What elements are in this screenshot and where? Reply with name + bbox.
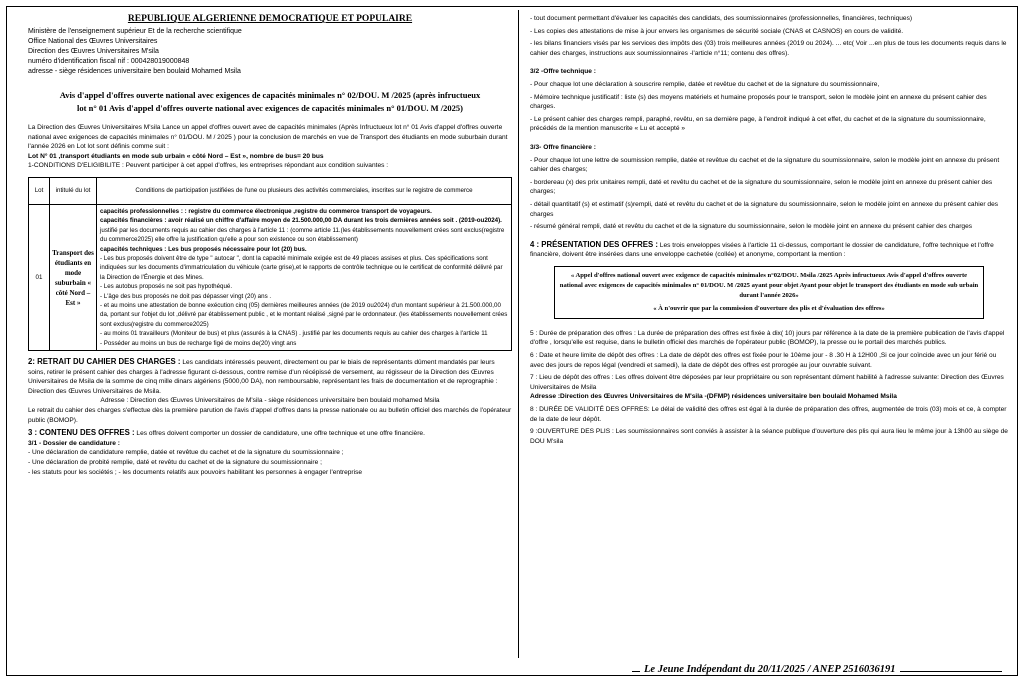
condition-item: - Les autobus proposés ne soit pas hypothéqué.	[100, 283, 233, 291]
list-item: - bordereau (x) des prix unitaires rempli, daté et revêtu du cachet et de la signature du soumissionnaire, selon le modèle joint en annexe du présent cahier des charges;	[530, 178, 993, 196]
condition-item: - L'âge des bus proposés ne doit pas dépasser vingt (20) ans .	[100, 292, 272, 300]
condition-item: justifié par les documents requis au cahier des charges à l'article 11 : (comme article 11.(les établissements nouvellement crées sont exclus(registre du commerce2025) elle offre la justification qu'elle a pour son existence ou son établissement)	[100, 226, 505, 244]
nif-line: numéro d'identification fiscal nif : 000428019000848	[28, 58, 190, 65]
lot-line: Lot N° 01 ,transport étudiants en mode sub urbain « côté Nord – Est », nombre de bus= 20 bus	[28, 152, 324, 160]
deposit-address: Adresse :Direction des Œuvres Universitaires de M'sila -(DFMP) résidences universitaire ben boulaid Mohamed Msila	[530, 393, 897, 401]
eligibility-line: 1-CONDITIONS D'ELIGIBILITE : Peuvent participer à cet appel d'offres, les entreprises répondant aux condition suivantes :	[28, 162, 389, 170]
header-conditions: Conditions de participation justifiées de l'une ou plusieurs des activités commerciales, inscrites sur le registre de commerce	[97, 177, 512, 204]
condition-item: capacités techniques : Les bus proposés nécessaire pour lot (20) bus.	[100, 245, 307, 253]
conditions-table	[28, 177, 512, 351]
intro-paragraph: La Direction des Œuvres Universitaires M'sila Lance un appel d'offres ouvert avec de capacités minimales (Après Infructueux lot n° 01 Avis d'appel d'offres ouverte national avec exigences de capacités minimales n° 01/DOU. M / 2025 ) pour la conclusion de marchés en vue de Transport des étudiants en mode suburbain durant l'année 2026 en Lot lot sont définis comme suit :	[28, 124, 508, 151]
retrait-publication: Le retrait du cahier des charges s'effectue dès la première parution de l'avis d'appel d'offres dans la presse nationale ou au bulletin officiel des marchés de l'opérateur public (BOMOP).	[28, 407, 512, 424]
lot-number: 01	[29, 204, 50, 350]
list-item: - Mémoire technique justificatif : liste (s) des moyens matériels et humaine proposés pour le transport, selon le modèle joint en annexe du présent cahier des charges.	[530, 93, 987, 111]
publication-footer: Le Jeune Indépendant du 20/11/2025 / ANEP 2516036191	[640, 664, 900, 675]
condition-item: - au moins 01 travailleurs (Moniteur de bus) et plus (assurés à la CNAS) . justifié par les documents requis au cahier des charges à l'article 11	[100, 330, 488, 338]
contenu-paragraph	[28, 428, 512, 439]
avis-title	[28, 89, 512, 115]
address-line: adresse - siège résidences universitaire ben boulaid Mohamed Msila	[28, 68, 241, 75]
issuer-block	[28, 27, 512, 77]
condition-item: - Posséder au moins un bus de recharge figé de moins de(20) vingt ans	[100, 339, 297, 347]
dossier-title: 3/1 - Dossier de candidature :	[28, 439, 120, 447]
deadline-paragraph: 6 : Date et heure limite de dépôt des offres : La date de dépôt des offres est fixée pour le 10ème jour - 8 .30 H à 12H00 ,Si ce jour coïncide avec un jour férié ou avec des jours de repos légal (vendredi et samedi), la date de dépôt des offres est prorogée au jour ouvrable suivant.	[530, 352, 997, 369]
list-item: - les bilans financiers visés par les services des impôts des (03) trois meilleures années (2019 ou 2024). ... etc( Voir ...en plus de tous les documents requis dans le cahier des charges, instructions aux soumissionnaires -l'article n°11; contenu des offres).	[530, 40, 1007, 57]
condition-item: - Les bus proposés doivent être de type " autocar ", dont la capacité minimale exigée est de 49 places assises et plus. Ces spécifications sont indiquées sur les documents d'immatriculation du véhicule (carte grise),et le rapports de contrôle technique ou le certificat de conformité délivré par la Direction de l'Énergie et des Mines.	[100, 255, 503, 281]
condition-item: - et au moins une attestation de bonne exécution cinq (05) dernières meilleures années (de 2019 ou2024) d'un montant supérieur à 21.500.000,00 da, portant sur l'objet du lot ,délivré par établissement public , et le montant réalisé ,signé par le ordonnateur. (les établissements nouvellement crées sont exclus(registre du commerce2025)	[100, 302, 508, 328]
list-item: - les statuts pour les sociétés ; - les documents relatifs aux pouvoirs habilitant les personnes à engager l'entreprise	[28, 468, 363, 476]
header-intitule: intitulé du lot	[50, 177, 97, 204]
left-column	[28, 14, 512, 662]
list-item: - Pour chaque lot une lettre de soumission remplie, datée et revêtue du cachet et de la signature du soumissionnaire, selon le modèle joint en annexe du présent cahier des charges;	[530, 156, 1000, 174]
contenu-text: Les offres doivent comporter un dossier de candidature, une offre technique et une offre financière.	[136, 430, 425, 438]
lot-title: Transport des étudiants en mode suburbain « côté Nord – Est »	[50, 204, 97, 350]
condition-item: capacités professionnelles : : registre du commerce électronique ,registre du commerce transport de voyageurs.	[100, 207, 432, 215]
opening-paragraph: 9 :OUVERTURE DES PLIS : Les soumissionnaires sont conviés à assister à la séance publique d'ouverture des plis qui aura lieu le même jour à 13h00 au siège de DOU M'sila	[530, 428, 1008, 445]
fin-title: 3/3- Offre financière :	[530, 143, 596, 151]
list-item: - détail quantitatif (s) et estimatif (s)rempli, daté et revêtu du cachet et de la signature du soumissionnaire, selon le modèle joint en annexe du présent cahier des charges	[530, 200, 999, 218]
list-item: - Le présent cahier des charges rempli, paraphé, revêtu, en sa dernière page, à l'endroit indiqué à cet effet, du cachet et de la signature du soumissionnaire, précédés de la mention manuscrite « Lu et accepté »	[530, 115, 986, 133]
lot-conditions	[97, 204, 512, 350]
avis-title-line-2: lot n° 01 Avis d'appel d'offres ouverte national avec exigences de capacités minimales n° 01/DOU. M /2025)	[77, 103, 463, 113]
envelope-mention-note: « À n'ouvrir que par la commission d'ouverture des plis et d'évaluation des offres»	[653, 304, 885, 312]
tech-title: 3/2 -Offre technique :	[530, 68, 596, 76]
retrait-text: Les candidats intéressés peuvent, directement ou par le biais de représentants dûment mandatés par leurs soins, retirer le présent cahier des charges à l'adresse figurant ci-dessous, contre remise d'un récépissé de versement, au régisseur de la Direction des Œuvres Universitaires de Msila de la somme de cinq mille dinars algériens (5000,00 DA), non remboursable, représentant les frais de documentation et de reprographie : Direction des Œuvres Universitaires de Msila.	[28, 359, 498, 395]
table-header-row	[29, 177, 512, 204]
list-item: - résumé général rempli, daté et revêtu du cachet et de la signature du soumissionnaire, selon le modèle joint en annexe du présent cahier des charges	[530, 223, 973, 231]
list-item: - Pour chaque lot une déclaration à souscrire remplie, datée et revêtue du cachet et de la signature du soumissionnaire,	[530, 80, 880, 88]
header-lot: Lot	[29, 177, 50, 204]
retrait-paragraph	[28, 357, 512, 396]
republic-header: REPUBLIQUE ALGERIENNE DEMOCRATIQUE ET POPULAIRE	[127, 14, 413, 24]
contenu-title: 3 : CONTENU DES OFFRES :	[28, 428, 135, 438]
envelope-mention-text: « Appel d'offres national ouvert avec exigence de capacités minimales n°02/DOU. Msila /2025 Après infructueux Avis d'appel d'offres ouverte national avec exigences de capacités minimales n° 01/DOU. M /2025 ayant pour objet Ayant pour objet le transport des étudiants en mode sub urbain durant l'année 2026»	[559, 271, 979, 299]
list-item: - tout document permettant d'évaluer les capacités des candidats, des soumissionnaires (professionnelles, financières, techniques)	[530, 15, 913, 22]
ministry-line: Ministère de l'enseignement supérieur Et de la recherche scientifique	[28, 28, 242, 35]
office-line: Office National des Œuvres Universitaires	[28, 38, 158, 45]
retrait-title: 2: RETRAIT DU CAHIER DES CHARGES :	[28, 357, 181, 367]
presentation-title: 4 : PRÉSENTATION DES OFFRES :	[530, 239, 658, 249]
list-item: - Les copies des attestations de mise à jour envers les organismes de sécurité sociale (CNAS et CASNOS) en cours de validité.	[530, 27, 904, 35]
list-item: - Une déclaration de candidature remplie, datée et revêtue du cachet et de la signature du soumissionnaire ;	[28, 449, 344, 457]
deposit-paragraph: 7 : Lieu de dépôt des offres : Les offres doivent être déposées par leur propriétaire ou son représentant dûment habilité à l'adresse suivante: Direction des Œuvres Universitaires de Msila	[530, 374, 1004, 391]
validity-paragraph: 8 : DURÉE DE VALIDITÉ DES OFFRES: Le délai de validité des offres est égal à la durée de préparation des offres, augmentée de trois (03) mois et ce, à compter de la date de leur dépôt.	[530, 406, 1007, 423]
list-item: - Une déclaration de probité remplie, daté et revêtu du cachet et de la signature du soumissionnaire ;	[28, 459, 322, 466]
presentation-text: Les trois enveloppes visées à l'article 11 ci-dessus, comportant le dossier de candidature, l'offre technique et l'offre financière, doivent être insérées dans une enveloppe cachetée (collée) et anonyme, comportant la mention :	[530, 241, 994, 259]
preparation-paragraph: 5 : Durée de préparation des offres : La durée de préparation des offres est fixée à dix( 10) jours par référence à la date de la première publication de l'avis d'appel d'offre , lorsqu'elle est requise, dans le bulletin officiel des marchés de l'opérateur public (BOMOP), la presse ou le portail des marchés publics.	[530, 329, 1005, 347]
table-row	[29, 204, 512, 350]
avis-title-line-1: Avis d'appel d'offres ouverte national avec exigences de capacités minimales n° 02/DOU. M /2025 (après infructueux	[59, 90, 481, 100]
right-column	[530, 14, 1008, 654]
presentation-paragraph	[530, 240, 1008, 260]
column-divider	[518, 10, 519, 658]
retrait-address: Adresse : Direction des Œuvres Universitaires de M'sila - siège résidences universitaire ben boulaid mohamed Msila	[100, 397, 440, 405]
condition-item: capacités financières : avoir réalisé un chiffre d'affaire moyen de 21.500.000,00 DA durant les trois dernières années soit . (2019-ou2024).	[100, 217, 502, 225]
envelope-mention-box	[554, 266, 984, 319]
direction-line: Direction des Œuvres Universitaires M'sila	[28, 48, 159, 55]
